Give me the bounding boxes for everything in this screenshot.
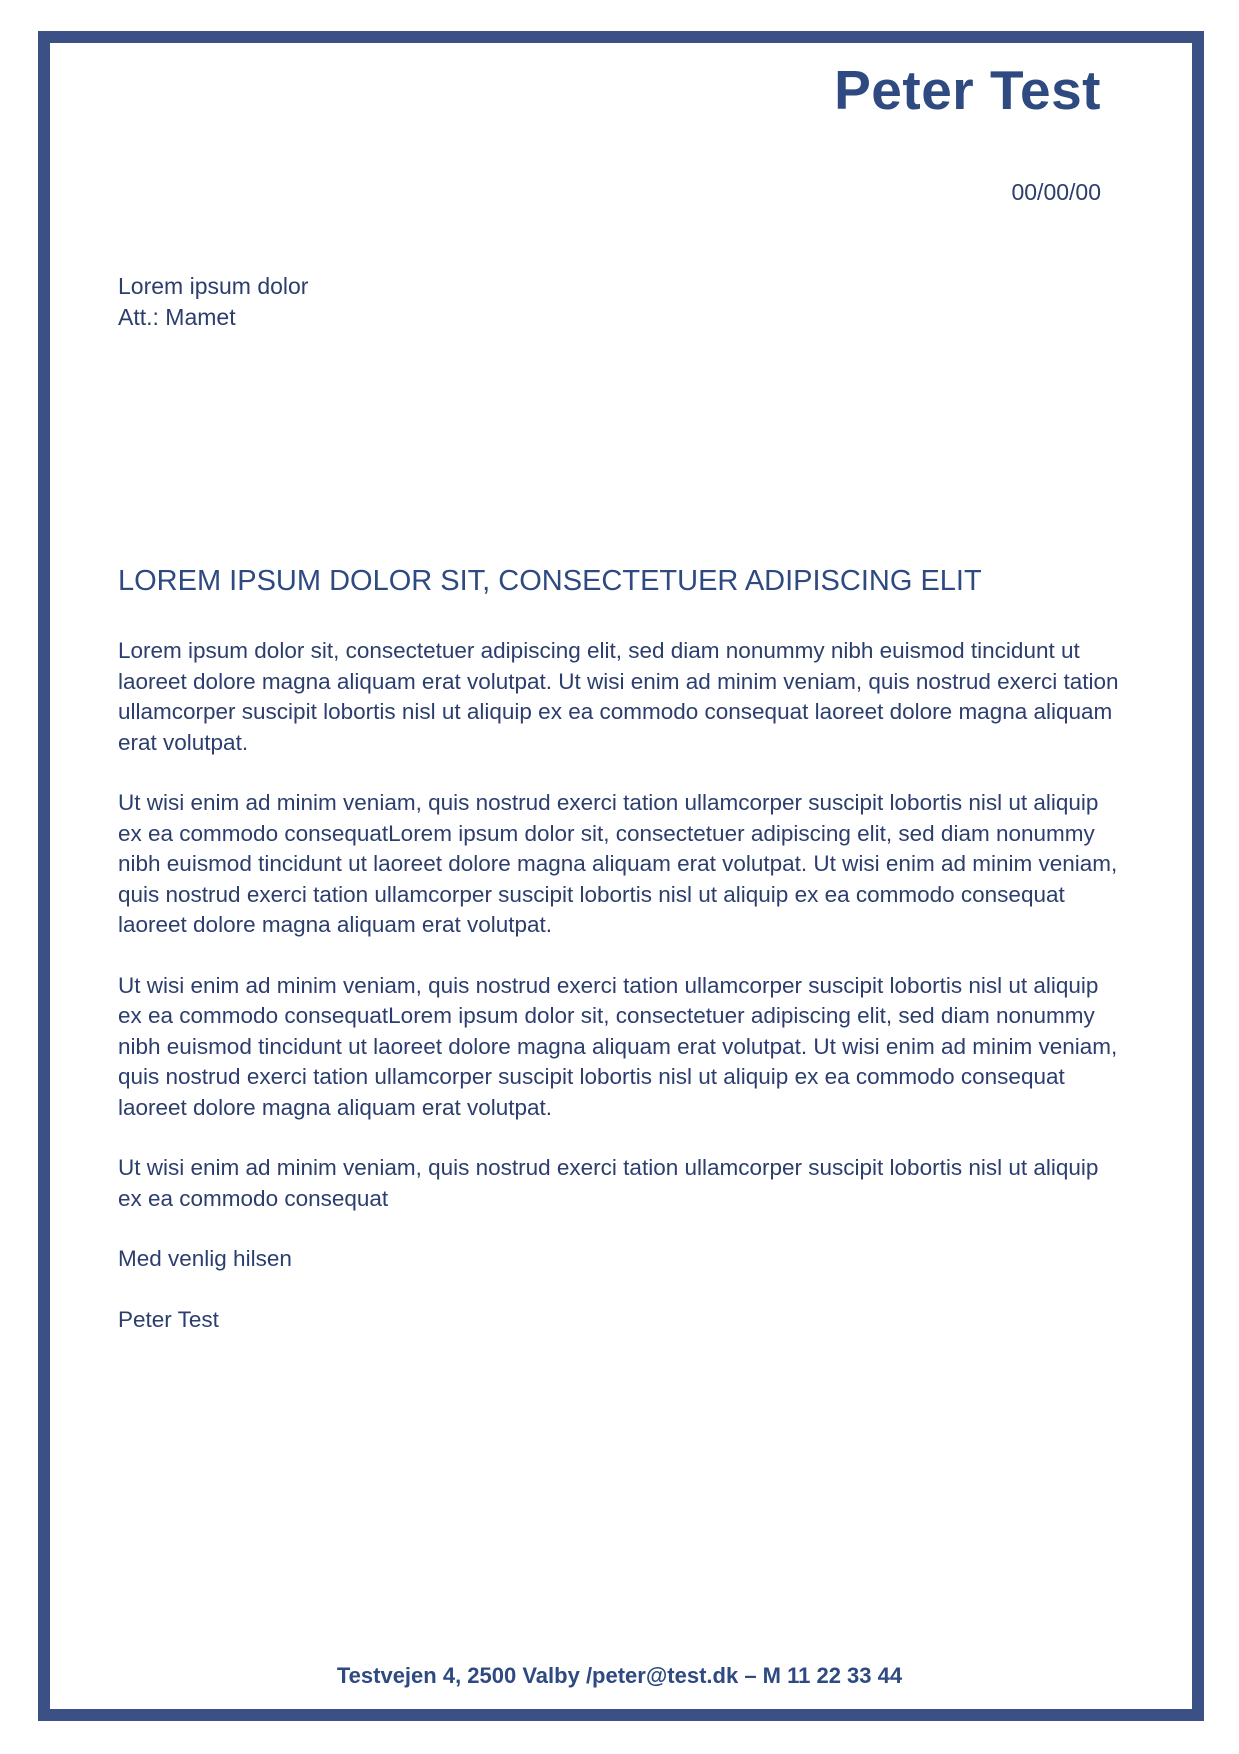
- recipient-attention: Att.: Mamet: [118, 304, 236, 330]
- body-paragraph-3: Ut wisi enim ad minim veniam, quis nostrud exerci tation ullamcorper suscipit lobortis nisl ut aliquip ex ea commodo consequatLorem ipsum dolor sit, consectetuer adipiscing elit, sed diam nonummy nibh euismod tincidunt ut laoreet dolore magna aliquam erat volutpat. Ut wisi enim ad minim veniam, quis nostrud exerci tation ullamcorper suscipit lobortis nisl ut aliquip ex ea commodo consequat laoreet dolore magna aliquam erat volutpat.: [118, 972, 1118, 1120]
- recipient-line-1: Lorem ipsum dolor: [118, 273, 309, 299]
- sender-name: Peter Test: [834, 59, 1101, 121]
- recipient-block: [118, 271, 308, 333]
- body-paragraph-1: Lorem ipsum dolor sit, consectetuer adipiscing elit, sed diam nonummy nibh euismod tincidunt ut laoreet dolore magna aliquam erat volutpat. Ut wisi enim ad minim veniam, quis nostrud exerci tation ullamcorper suscipit lobortis nisl ut aliquip ex ea commodo consequat laoreet dolore magna aliquam erat volutpat.: [118, 638, 1119, 755]
- letter-date: 00/00/00: [1011, 179, 1101, 205]
- closing-phrase: Med venlig hilsen: [118, 1246, 292, 1271]
- letter-subject: LOREM IPSUM DOLOR SIT, CONSECTETUER ADIPISCING ELIT: [118, 565, 982, 597]
- letter-body: [118, 636, 1128, 1365]
- body-paragraph-2: Ut wisi enim ad minim veniam, quis nostrud exerci tation ullamcorper suscipit lobortis nisl ut aliquip ex ea commodo consequatLorem ipsum dolor sit, consectetuer adipiscing elit, sed diam nonummy nibh euismod tincidunt ut laoreet dolore magna aliquam erat volutpat. Ut wisi enim ad minim veniam, quis nostrud exerci tation ullamcorper suscipit lobortis nisl ut aliquip ex ea commodo consequat laoreet dolore magna aliquam erat volutpat.: [118, 790, 1118, 937]
- signature-name: Peter Test: [118, 1306, 219, 1332]
- body-paragraph-4: Ut wisi enim ad minim veniam, quis nostrud exerci tation ullamcorper suscipit lobortis nisl ut aliquip ex ea commodo consequat: [118, 1155, 1099, 1211]
- footer-contact-info: Testvejen 4, 2500 Valby /peter@test.dk – M 11 22 33 44: [336, 1663, 903, 1688]
